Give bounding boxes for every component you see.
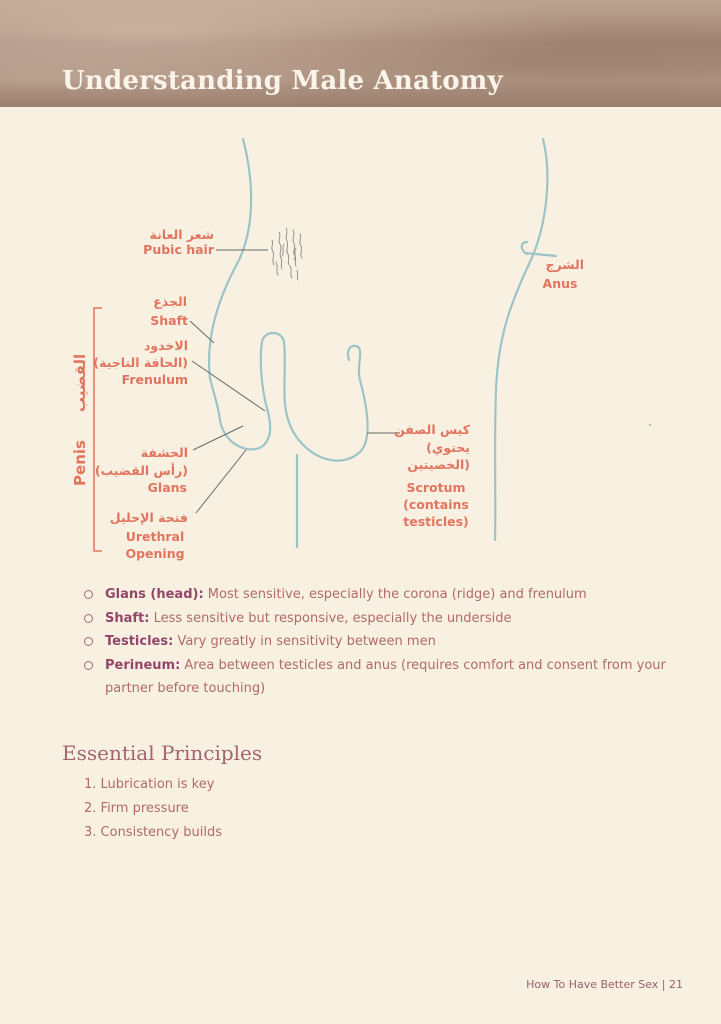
pubic-hair-sketch [272,228,302,280]
page-title: Understanding Male Anatomy [62,66,503,96]
shaft-label-ar: الجذع [153,294,187,309]
list-item: 3. Consistency builds [84,825,223,840]
bullet-circle-icon [84,661,93,670]
section-title: Essential Principles [62,741,263,765]
stray-dot [649,424,651,426]
scrotum-label-ar3: الخصيتين) [407,457,470,472]
pubic-hair-label-ar: شعر العانة [149,227,214,242]
anus-label: Anus [542,276,578,291]
frenulum-label-ar1: الاخدود [143,338,188,353]
list-item: Perineum: Area between testicles and anus (requires comfort and consent from your partner before touching) [84,654,684,701]
scrotum-label-line3: testicles) [403,514,469,529]
anus-mark [522,242,556,256]
scrotum-label-line2: (contains [403,497,469,512]
list-item: 2. Firm pressure [84,801,189,816]
front-body-outline [209,139,270,449]
urethral-label-line1: Urethral [125,529,185,544]
page-footer: How To Have Better Sex | 21 [526,978,683,991]
glans-label: Glans [147,480,187,495]
pubic-hair-label: Pubic hair [143,242,214,257]
anatomy-diagram [0,107,721,577]
header-banner [0,0,721,107]
glans-label-ar1: الحشفة [140,445,188,460]
scrotum-label-ar1: كيس الصفن [394,422,470,437]
scrotum-label-ar2: (يحتوي [426,440,470,455]
penis-group-label: Penis [71,440,89,486]
sensitivity-bullet-list [84,583,684,701]
penis-group-label-ar: القضيب [71,353,89,413]
bullet-circle-icon [84,637,93,646]
list-item: Testicles: Vary greatly in sensitivity between men [84,630,684,654]
scrotum-label-line1: Scrotum [406,480,466,495]
frenulum-label-ar2: (الحافة التاجية) [93,355,188,370]
urethral-label-ar: فتحة الإحليل [109,510,188,525]
glans-label-ar2: (رأس القضيب) [94,463,188,478]
list-item: Glans (head): Most sensitive, especially the corona (ridge) and frenulum [84,583,684,607]
urethral-label-line2: Opening [125,546,185,561]
frenulum-label: Frenulum [121,372,188,387]
bullet-circle-icon [84,590,93,599]
list-item: 1. Lubrication is key [84,777,215,792]
anus-label-ar: الشرج [545,257,584,272]
principles-list [84,773,222,845]
back-body-outline [495,139,547,540]
shaft-outline [261,333,368,461]
bullet-circle-icon [84,614,93,623]
list-item: Shaft: Less sensitive but responsive, especially the underside [84,607,684,631]
shaft-label: Shaft [150,313,188,328]
